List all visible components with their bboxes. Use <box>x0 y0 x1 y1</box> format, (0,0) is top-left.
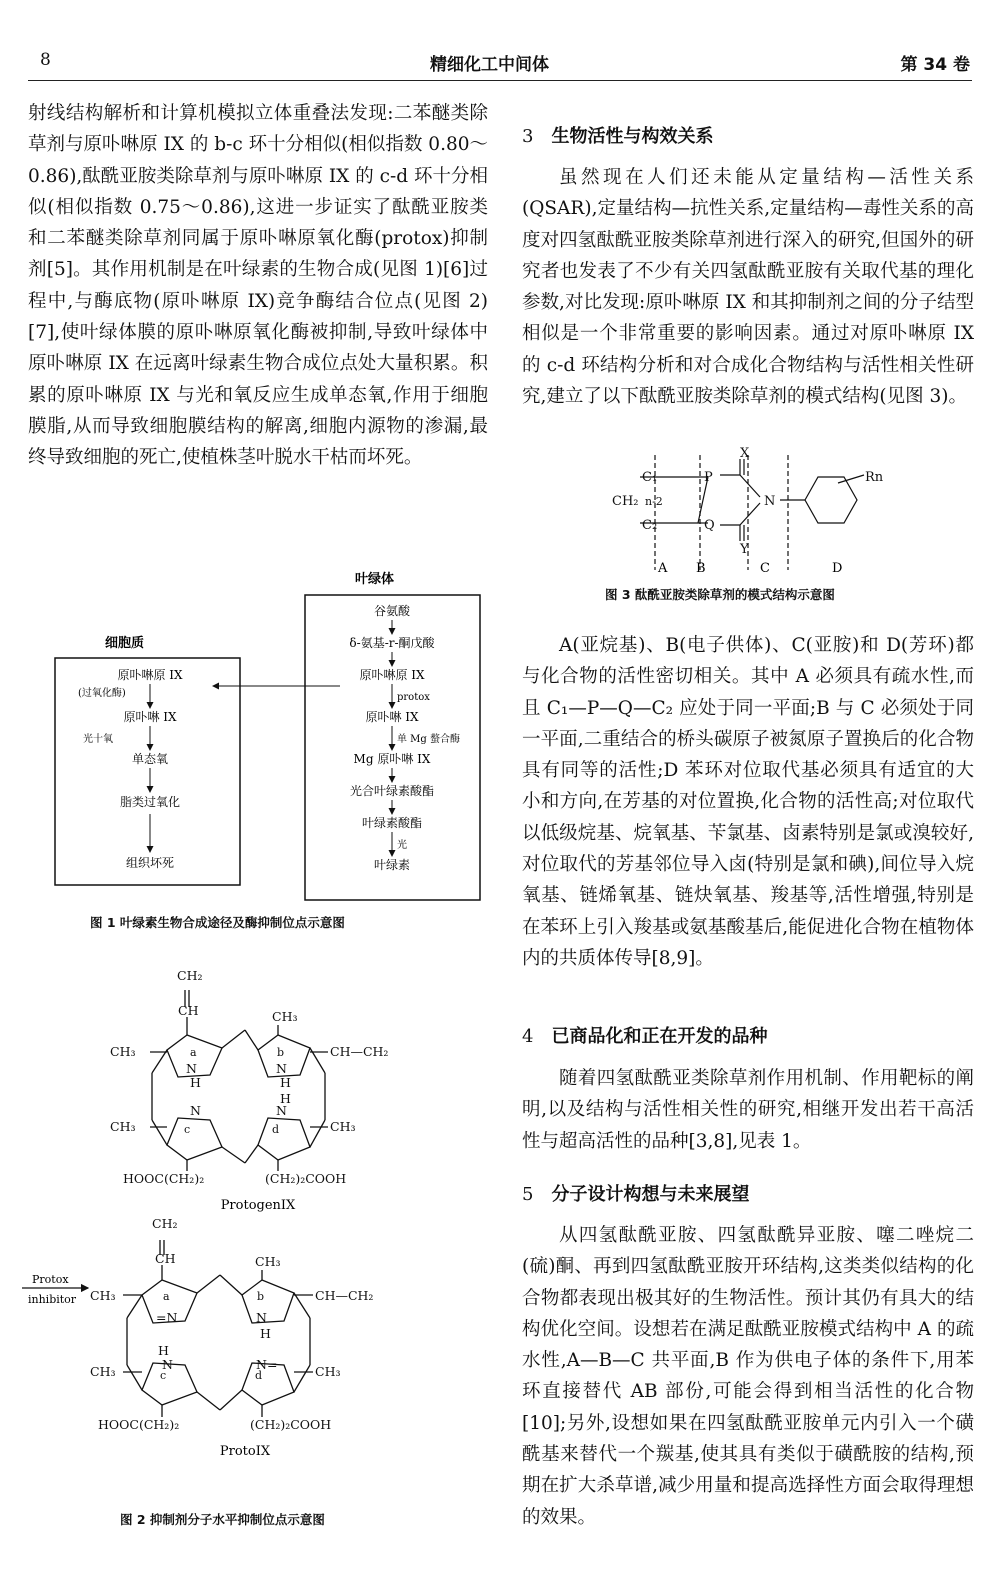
svg-text:CH—CH₂: CH—CH₂ <box>315 1288 374 1303</box>
inhibitor-label-top: Protox <box>32 1273 69 1286</box>
arrow-label-protox: protox <box>397 692 430 703</box>
fig3-label-b: B <box>696 561 706 576</box>
svg-text:H: H <box>260 1326 271 1341</box>
svg-text:CH—CH₂: CH—CH₂ <box>330 1044 389 1059</box>
svg-text:(CH₂)₂COOH: (CH₂)₂COOH <box>250 1417 332 1432</box>
svg-text:d: d <box>255 1369 263 1382</box>
svg-text:HOOC(CH₂)₂: HOOC(CH₂)₂ <box>98 1417 180 1432</box>
svg-text:Y: Y <box>740 542 749 557</box>
arrow-label-peroxidase: (过氧化酶) <box>78 688 126 699</box>
volume-label: 第 34 卷 <box>900 55 970 75</box>
svg-text:CH₃: CH₃ <box>272 1009 298 1024</box>
svg-text:CH₂: CH₂ <box>152 1216 178 1231</box>
svg-text:N: N <box>256 1310 267 1325</box>
protogen-name: ProtogenIX <box>220 1198 296 1213</box>
section-5-heading: 5 分子设计构想与未来展望 <box>522 1184 750 1205</box>
svg-text:X: X <box>740 446 750 461</box>
chloroplast-step: 原卟啉 IX <box>365 710 419 724</box>
svg-text:HOOC(CH₂)₂: HOOC(CH₂)₂ <box>123 1171 205 1186</box>
svg-text:CH₃: CH₃ <box>90 1288 116 1303</box>
fig3-label-d: D <box>832 561 843 576</box>
cytoplasm-label: 细胞质 <box>105 636 145 651</box>
svg-text:CH₂: CH₂ <box>612 494 639 509</box>
svg-text:N: N <box>186 1061 197 1076</box>
svg-text:N: N <box>764 494 776 509</box>
chloroplast-step: 光合叶绿素酸酯 <box>349 784 435 798</box>
svg-text:b: b <box>277 1046 285 1059</box>
cytoplasm-step: 原卟啉原 IX <box>117 668 183 682</box>
header-rule <box>28 80 972 81</box>
svg-text:CH: CH <box>155 1251 176 1266</box>
svg-text:N: N <box>190 1103 201 1118</box>
svg-text:H: H <box>190 1075 201 1090</box>
svg-text:H: H <box>280 1091 291 1106</box>
chloroplast-step: 谷氨酸 <box>373 604 411 618</box>
figure-3-caption: 图 3 酞酰亚胺类除草剂的模式结构示意图 <box>605 587 835 602</box>
chloroplast-label: 叶绿体 <box>355 572 395 587</box>
svg-text:=N: =N <box>156 1310 178 1325</box>
fig3-label-c: C <box>760 561 770 576</box>
section-3-paragraph-2: A(亚烷基)、B(电子供体)、C(亚胺)和 D(芳环)都与化合物的活性密切相关。其中 A 必须具有疏水性,而且 C₁—P—Q—C₂ 应处于同一平面;B 与 C 必须处于同一平面,二重结合的桥头碳原子被氮原子置换后的化合物具有同等的活性;D 苯环对位取代基必须具有适宜的大小和方向,在芳基的对位置换,化合物的活性高;对位取代以低级烷基、烷氧基、苄氯基、卤素特别是氯或溴较好,对位取代的芳基邻位导入卤(特别是氯和碘),间位导入烷氧基、链烯氧基、链炔氧基、羧基等,活性增强,特别是在苯环上引入羧基或氨基酸基后,能促进化合物在植物体内的共质体传导[8,9]。 <box>522 635 974 969</box>
svg-text:CH₃: CH₃ <box>90 1364 116 1379</box>
svg-text:CH₃: CH₃ <box>110 1044 136 1059</box>
left-paragraph: 射线结构解析和计算机模拟立体重叠法发现:二苯醚类除草剂与原卟啉原 IX 的 b-c 环十分相似(相似指数 0.80～0.86),酞酰亚胺类除草剂与原卟啉原 IX 的 c-d 环十分相似(相似指数 0.75～0.86),这进一步证实了酞酰亚胺类和二苯醚类除草剂同属于原卟啉原氧化酶(protox)抑制剂[5]。其作用机制是在叶绿素的生物合成(见图 1)[6]过程中,与酶底物(原卟啉原 IX)竞争酶结合位点(见图 2)[7],使叶绿体膜的原卟啉原氧化酶被抑制,导致叶绿体中原卟啉原 IX 在远离叶绿素生物合成位点处大量积累。积累的原卟啉原 IX 与光和氧反应生成单态氧,作用于细胞膜脂,从而导致细胞膜结构的解离,细胞内源物的渗漏,最终导致细胞的死亡,使植株茎叶脱水干枯而坏死。 <box>28 103 488 469</box>
svg-text:CH₃: CH₃ <box>110 1119 136 1134</box>
svg-text:a: a <box>163 1290 170 1303</box>
inhibitor-label-bottom: inhibitor <box>28 1293 77 1306</box>
svg-text:CH₃: CH₃ <box>315 1364 341 1379</box>
section-5-paragraph: 从四氢酞酰亚胺、四氢酞酰异亚胺、噻二唑烷二(硫)酮、再到四氢酞酰亚胺开环结构,这类类似结构的化合物都表现出极其好的生物活性。预计其仍有具大的结构优化空间。设想若在满足酞酰亚胺模式结构中 A 的疏水性,A—B—C 共平面,B 作为供电子体的条件下,用苯环直接替代 AB 部份,可能会得到相当活性的化合物[10];另外,设想如果在四氢酞酰亚胺单元内引入一个磺酰基来替代一个羰基,使其具有类似于磺酰胺的结构,预期在扩大杀草谱,减少用量和提高选择性方面会取得理想的效果。 <box>522 1225 974 1528</box>
figure-2-caption: 图 2 抑制剂分子水平抑制位点示意图 <box>120 1512 325 1527</box>
chloroplast-step: Mg 原卟啉 IX <box>353 752 431 766</box>
proto-name: ProtoIX <box>219 1444 271 1459</box>
cytoplasm-step: 脂类过氧化 <box>119 795 181 809</box>
svg-text:Q: Q <box>704 518 715 533</box>
svg-text:CH₂: CH₂ <box>177 968 203 983</box>
left-body-text <box>28 98 488 474</box>
svg-text:CH: CH <box>178 1003 199 1018</box>
chloroplast-step: δ-氨基-r-酮戊酸 <box>349 636 435 650</box>
journal-title: 精细化工中间体 <box>430 55 549 75</box>
svg-text:C₂: C₂ <box>642 518 658 533</box>
figure-2-structures <box>10 955 480 1495</box>
arrow-label-chelatase: 单 Mg 螯合酶 <box>397 734 460 745</box>
svg-text:c: c <box>184 1123 191 1136</box>
svg-text:P: P <box>704 470 713 485</box>
svg-text:n-2: n-2 <box>645 495 663 508</box>
svg-text:a: a <box>190 1046 197 1059</box>
svg-text:c: c <box>160 1369 167 1382</box>
svg-text:N=: N= <box>256 1357 278 1372</box>
svg-text:H: H <box>158 1343 169 1358</box>
section-3-heading: 3 生物活性与构效关系 <box>522 126 714 147</box>
chloroplast-step: 原卟啉原 IX <box>359 668 425 682</box>
cytoplasm-step: 组织坏死 <box>125 856 175 870</box>
svg-text:b: b <box>257 1290 265 1303</box>
figure-1-caption: 图 1 叶绿素生物合成途径及酶抑制位点示意图 <box>90 915 345 930</box>
chloroplast-step: 叶绿素酸酯 <box>361 816 423 830</box>
svg-text:CH₃: CH₃ <box>330 1119 356 1134</box>
svg-text:N: N <box>162 1357 173 1372</box>
section-4-paragraph: 随着四氢酞酰亚类除草剂作用机制、作用靶标的阐明,以及结构与活性相关性的研究,相继开发出若干高活性与超高活性的品种[3,8],见表 1。 <box>522 1068 974 1152</box>
cytoplasm-step: 原卟啉 IX <box>123 710 177 724</box>
svg-text:H: H <box>280 1075 291 1090</box>
fig3-label-a: A <box>658 561 668 576</box>
cytoplasm-step: 单态氧 <box>131 752 169 766</box>
svg-text:d: d <box>272 1123 280 1136</box>
arrow-label-light: 光 <box>397 840 407 851</box>
section-4-heading: 4 已商品化和正在开发的品种 <box>522 1026 768 1047</box>
chloroplast-step: 叶绿素 <box>373 858 411 872</box>
svg-text:C₁: C₁ <box>642 470 658 485</box>
section-3-paragraph-1: 虽然现在人们还未能从定量结构—活性关系(QSAR),定量结构—抗性关系,定量结构—毒性关系的高度对四氢酞酰亚胺类除草剂进行深入的研究,但国外的研究者也发表了不少有关四氢酞酰亚胺有关取代基的理化参数,对比发现:原卟啉原 IX 和其抑制剂之间的分子结型相似是一个非常重要的影响因素。通过对原卟啉原 IX 的 c-d 环结构分析和对合成化合物结构与活性相关性研究,建立了以下酞酰亚胺类除草剂的模式结构(见图 3)。 <box>522 167 974 408</box>
svg-text:Rn: Rn <box>865 470 884 485</box>
figure-3-structure <box>600 445 920 605</box>
figure-1-pathway <box>50 570 490 910</box>
arrow-label-light-oxygen: 光十氧 <box>83 734 113 745</box>
svg-text:N: N <box>276 1103 287 1118</box>
page-number: 8 <box>40 50 51 70</box>
svg-text:N: N <box>276 1061 287 1076</box>
svg-text:CH₃: CH₃ <box>255 1254 281 1269</box>
svg-text:(CH₂)₂COOH: (CH₂)₂COOH <box>265 1171 347 1186</box>
